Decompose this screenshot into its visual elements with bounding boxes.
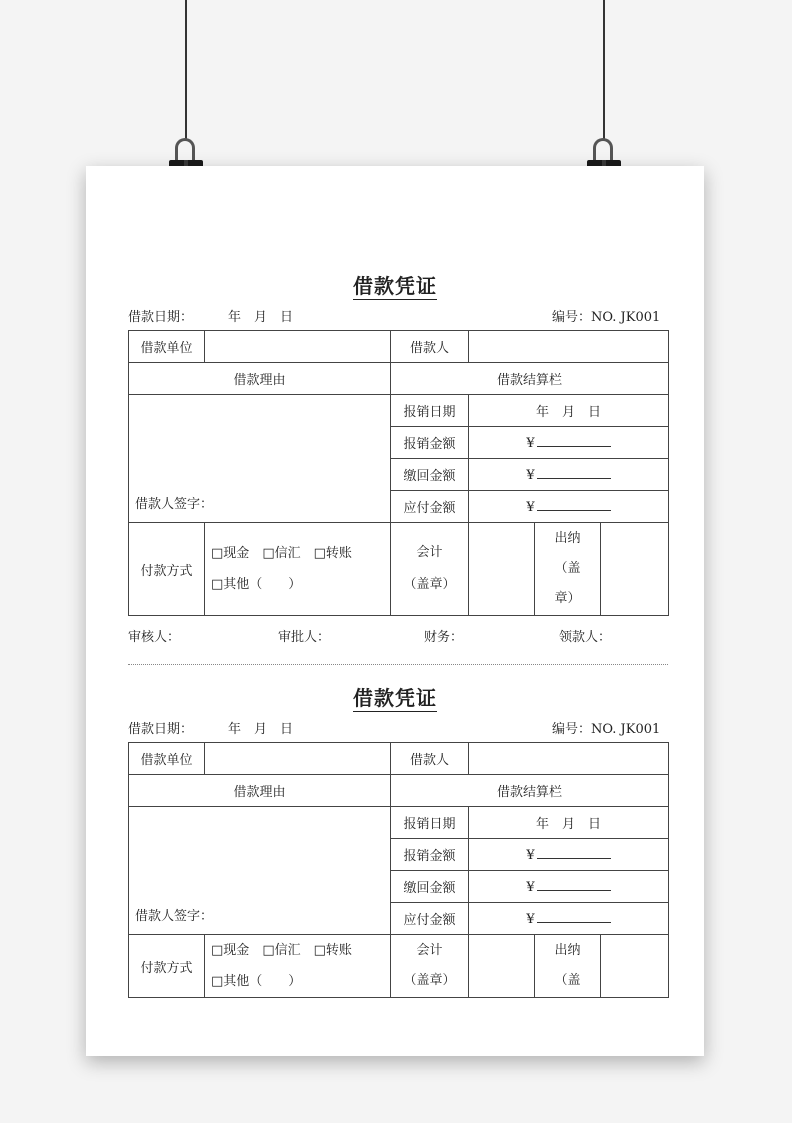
voucher-title: 借款凭证 [353,274,437,298]
option-remit-checkbox[interactable]: □信汇 [262,546,301,561]
number-label [552,306,660,325]
number-value: NO. JK001 [591,310,661,325]
yen-symbol: ¥ [526,848,535,863]
accounting-cell [391,523,469,616]
borrow-date-label: 借款日期： [128,722,194,737]
cashier-sign-cell[interactable] [601,935,669,998]
unit-value-cell[interactable] [205,743,391,775]
payable-amount-label: 应付金额 [391,491,469,523]
unit-label: 借款单位 [129,331,205,363]
paper-sheet [86,166,704,1056]
accounting-label: 会计 [416,545,443,560]
option-cash-checkbox[interactable]: □现金 [211,943,250,958]
signature-label: 借款人签字： [135,909,214,924]
cashier-stamp-2: 章） [554,591,581,606]
hanging-wire-left [185,0,187,140]
cashier-stamp-1: （盖 [554,561,581,576]
option-transfer-checkbox[interactable]: □转账 [313,546,352,561]
payment-method-label: 付款方式 [129,523,205,616]
cashier-label: 出纳 [554,943,581,958]
reimb-amount-value[interactable] [469,839,669,871]
return-amount-label: 缴回金额 [391,871,469,903]
payment-method-label: 付款方式 [129,935,205,998]
number-value: NO. JK001 [591,722,661,737]
number-label-text: 编号： [552,310,592,325]
table-row [129,331,669,363]
accounting-stamp: （盖章） [403,973,456,988]
cashier-cell [535,935,601,998]
number-label-text: 编号： [552,722,592,737]
reimb-amount-label: 报销金额 [391,839,469,871]
unit-value-cell[interactable] [205,331,391,363]
table-row [129,807,669,839]
loan-form-table [128,742,669,998]
reason-signature-cell[interactable] [129,807,391,935]
borrower-value-cell[interactable] [469,331,669,363]
borrower-label: 借款人 [391,331,469,363]
yen-symbol: ¥ [526,436,535,451]
number-label [552,718,660,737]
reimb-amount-value[interactable] [469,427,669,459]
accounting-cell [391,935,469,998]
auditor-label: 审核人： [128,630,181,645]
option-other-checkbox[interactable]: □其他（ ） [211,577,302,592]
reimb-date-label: 报销日期 [391,807,469,839]
settlement-header: 借款结算栏 [391,775,669,807]
payment-options [205,523,391,616]
table-row [129,743,669,775]
return-amount-value[interactable] [469,871,669,903]
payment-options [205,935,391,998]
option-cash-checkbox[interactable]: □现金 [211,546,250,561]
reason-header: 借款理由 [129,363,391,395]
table-row [129,935,669,998]
reimb-date-value[interactable]: 年 月 日 [469,395,669,427]
accounting-sign-cell[interactable] [469,935,535,998]
cashier-sign-cell[interactable] [601,523,669,616]
accounting-stamp: （盖章） [403,577,456,592]
receiver-label: 领款人： [559,630,612,645]
borrow-date-value: 年 月 日 [228,310,294,325]
option-transfer-checkbox[interactable]: □转账 [313,943,352,958]
yen-symbol: ¥ [526,912,535,927]
reimb-amount-label: 报销金额 [391,427,469,459]
cashier-stamp-1: （盖 [554,973,581,988]
cashier-cell [535,523,601,616]
option-other-checkbox[interactable]: □其他（ ） [211,974,302,989]
payable-amount-label: 应付金额 [391,903,469,935]
yen-symbol: ¥ [526,880,535,895]
cut-line-divider [128,664,668,665]
reason-signature-cell[interactable] [129,395,391,523]
voucher-title: 借款凭证 [353,686,437,710]
table-row [129,395,669,427]
reimb-date-label: 报销日期 [391,395,469,427]
borrow-date-label: 借款日期： [128,310,194,325]
return-amount-value[interactable] [469,459,669,491]
settlement-header: 借款结算栏 [391,363,669,395]
payable-amount-value[interactable] [469,903,669,935]
table-row [129,523,669,616]
unit-label: 借款单位 [129,743,205,775]
hanging-wire-right [603,0,605,140]
signature-label: 借款人签字： [135,497,214,512]
borrow-date-value: 年 月 日 [228,722,294,737]
finance-label: 财务： [424,630,464,645]
borrower-value-cell[interactable] [469,743,669,775]
payable-amount-value[interactable] [469,491,669,523]
option-remit-checkbox[interactable]: □信汇 [262,943,301,958]
cashier-label: 出纳 [554,531,581,546]
yen-symbol: ¥ [526,468,535,483]
table-row [129,363,669,395]
reason-header: 借款理由 [129,775,391,807]
yen-symbol: ¥ [526,500,535,515]
return-amount-label: 缴回金额 [391,459,469,491]
reimb-date-value[interactable]: 年 月 日 [469,807,669,839]
accounting-label: 会计 [416,943,443,958]
approver-label: 审批人： [278,630,331,645]
accounting-sign-cell[interactable] [469,523,535,616]
loan-form-table [128,330,669,616]
borrower-label: 借款人 [391,743,469,775]
table-row [129,775,669,807]
